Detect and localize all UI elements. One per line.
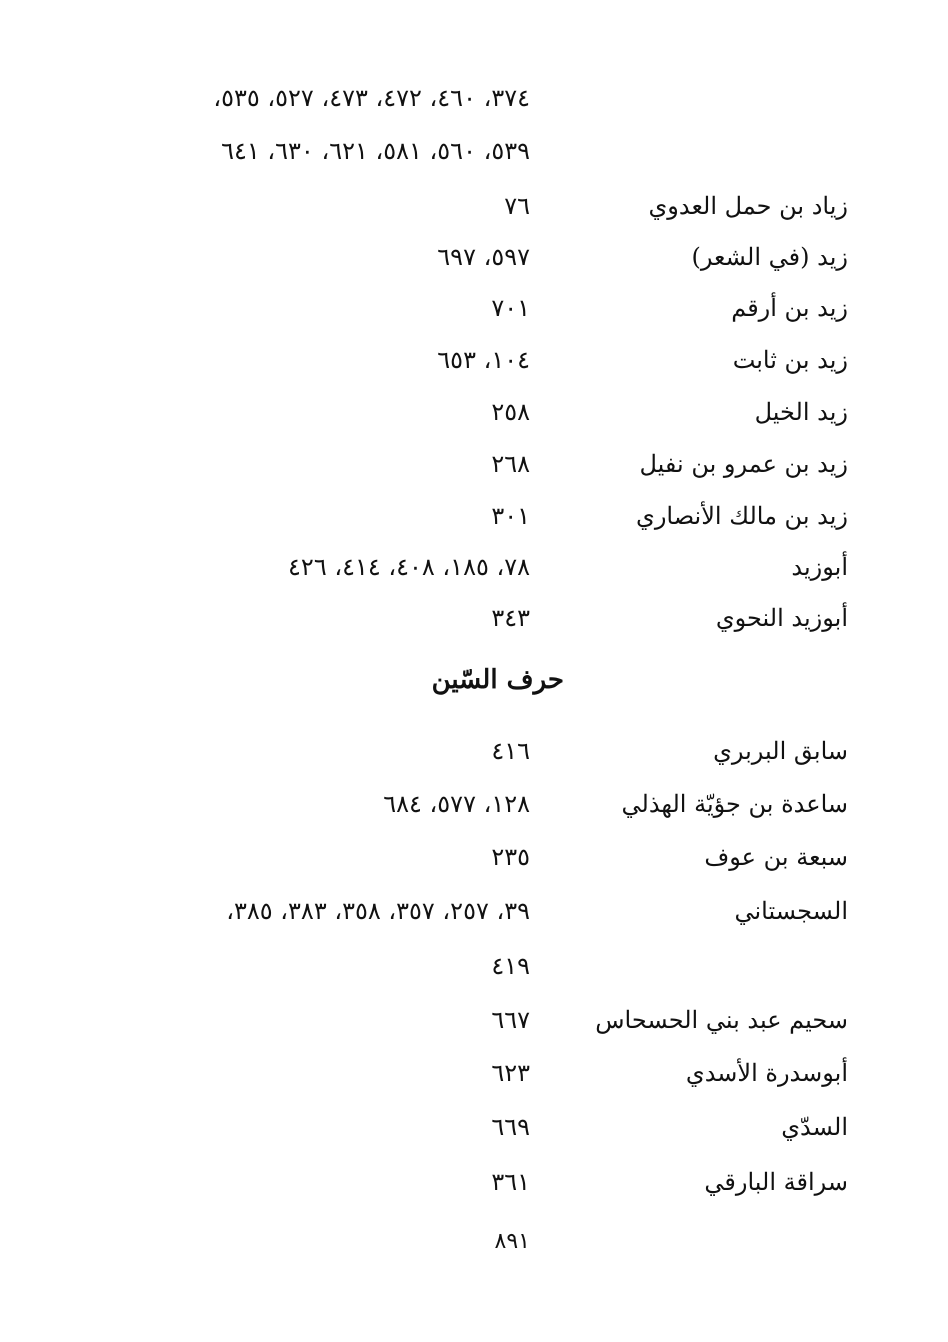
page-refs: ٣٠١ [491,502,530,530]
page-refs: ٢٥٨ [491,398,530,426]
section-heading-text: حرف السّين [431,665,564,695]
page-refs: ٥٣٩، ٥٦٠، ٥٨١، ٦٢١، ٦٣٠، ٦٤١ [221,137,530,165]
page-number: ٨٩١ [494,1229,530,1254]
page-refs: ٧٦ [504,192,530,220]
entry-name: السجستاني [734,897,848,925]
index-entry [0,885,948,937]
page-refs: ١٢٨، ٥٧٧، ٦٨٤ [383,790,530,818]
index-entry [0,490,948,542]
entry-name: سحيم عبد بني الحسحاس [595,1006,848,1034]
entry-name: زيد بن ثابت [732,346,848,374]
page-refs: ٤١٩ [491,952,530,980]
entry-name: سراقة البارقي [704,1168,848,1196]
page-refs: ٦٦٩ [491,1113,530,1141]
index-entry [0,282,948,334]
page-refs: ٣٦١ [491,1168,530,1196]
entry-name: زيد الخيل [754,398,848,426]
page-refs: ٢٦٨ [491,450,530,478]
index-entry [0,231,948,283]
index-entry [0,725,948,777]
continuation-line [0,125,948,177]
continuation-line [0,940,948,992]
entry-name: سابق البربري [713,737,848,765]
index-entry [0,1047,948,1099]
entry-name: ساعدة بن جؤيّة الهذلي [621,790,848,818]
entry-name: السدّي [781,1113,848,1141]
index-entry [0,386,948,438]
page-refs: ٣٩، ٢٥٧، ٣٥٧، ٣٥٨، ٣٨٣، ٣٨٥، [226,897,530,925]
page-refs: ٣٧٤، ٤٦٠، ٤٧٢، ٤٧٣، ٥٢٧، ٥٣٥، [213,84,530,112]
index-entry [0,831,948,883]
entry-name: زياد بن حمل العدوي [648,192,848,220]
entry-name: أبوزيد [791,553,848,581]
entry-name: أبوزيد النحوي [715,604,848,632]
continuation-line [0,72,948,124]
index-entry [0,592,948,644]
entry-name: زيد بن أرقم [731,294,848,322]
section-heading [0,655,948,705]
entry-name: زيد بن مالك الأنصاري [636,502,848,530]
page-refs: ٣٤٣ [491,604,530,632]
page-refs: ٤١٦ [491,737,530,765]
page-refs: ٧٠١ [491,294,530,322]
page-refs: ٥٩٧، ٦٩٧ [437,243,530,271]
index-entry [0,778,948,830]
index-entry [0,1101,948,1153]
page-refs: ١٠٤، ٦٥٣ [437,346,530,374]
entry-name: سبعة بن عوف [704,843,848,871]
entry-name: زيد (في الشعر) [691,243,848,271]
index-entry [0,334,948,386]
page-refs: ٧٨، ١٨٥، ٤٠٨، ٤١٤، ٤٢٦ [288,553,530,581]
index-entry [0,994,948,1046]
page-refs: ٦٢٣ [491,1059,530,1087]
index-entry [0,1156,948,1208]
entry-name: زيد بن عمرو بن نفيل [639,450,848,478]
index-entry [0,438,948,490]
page-refs: ٢٣٥ [491,843,530,871]
index-entry [0,180,948,232]
index-entry [0,541,948,593]
page-refs: ٦٦٧ [491,1006,530,1034]
entry-name: أبوسدرة الأسدي [685,1059,848,1087]
